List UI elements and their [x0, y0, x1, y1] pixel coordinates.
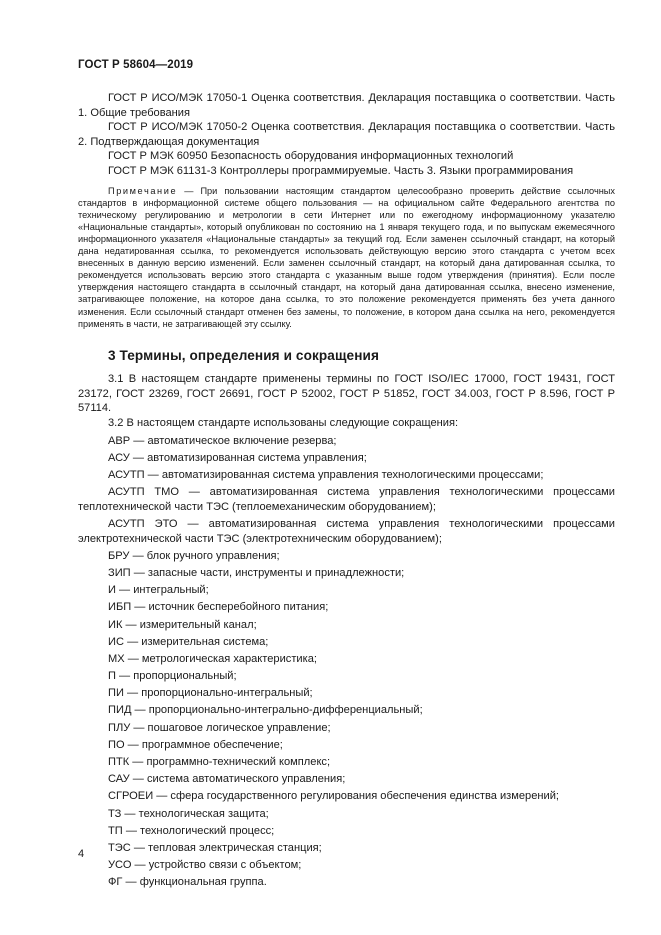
abbreviation-item: ПО — программное обеспечение;	[108, 738, 283, 751]
abbreviation-item: ТЗ — технологическая защита;	[108, 807, 269, 820]
reference-item: ГОСТ Р МЭК 61131-3 Контроллеры программируемые. Часть 3. Языки программирования	[108, 164, 574, 177]
note-label: Примечание	[108, 185, 178, 196]
page-number: 4	[78, 848, 85, 860]
reference-item: ГОСТ Р МЭК 60950 Безопасность оборудования информационных технологий	[108, 150, 514, 163]
abbreviation-item: ПИ — пропорционально-интегральный;	[108, 687, 313, 700]
abbreviation-item: ПТК — программно-технический комплекс;	[108, 756, 331, 769]
reference-item: ГОСТ Р ИСО/МЭК 17050-2 Оценка соответствия. Декларация поставщика о соответствии. Часть 2. Подтверждающая документация	[78, 121, 615, 148]
abbreviation-item: ПИД — пропорционально-интегрально-дифференциальный;	[108, 704, 423, 717]
abbreviation-item: САУ — система автоматического управления;	[108, 773, 346, 786]
abbreviation-item: СГРОЕИ — сфера государственного регулирования обеспечения единства измерений;	[108, 790, 559, 803]
abbreviation-item: АВР — автоматическое включение резерва;	[108, 434, 337, 447]
abbreviations-list	[78, 434, 615, 890]
page-content	[78, 91, 615, 893]
reference-item: ГОСТ Р ИСО/МЭК 17050-1 Оценка соответствия. Декларация поставщика о соответствии. Часть 1. Общие требования	[78, 92, 615, 119]
running-header: ГОСТ Р 58604—2019	[78, 59, 194, 71]
abbreviation-item: БРУ — блок ручного управления;	[108, 549, 280, 562]
abbreviation-item: ФГ — функциональная группа.	[108, 876, 267, 889]
clause-3-2: 3.2 В настоящем стандарте использованы следующие сокращения:	[108, 417, 459, 430]
section-heading: 3 Термины, определения и сокращения	[108, 347, 379, 363]
clause-3-1: 3.1 В настоящем стандарте применены термины по ГОСТ ISO/IEC 17000, ГОСТ 19431, ГОСТ 23172, ГОСТ 23269, ГОСТ 26691, ГОСТ Р 52002, ГОСТ Р 51852, ГОСТ 34.003, ГОСТ Р 8.596, ГОСТ Р 57114.	[78, 373, 615, 415]
abbreviation-item: ТП — технологический процесс;	[108, 824, 275, 837]
abbreviation-item: АСУТП — автоматизированная система управления технологическими процессами;	[108, 469, 544, 482]
abbreviation-item: ПЛУ — пошаговое логическое управление;	[108, 721, 331, 734]
abbreviation-item: АСУТП ТМО — автоматизированная система управления технологическими процессами теплотехнической части ТЭС (теплоемеханическим оборудованием);	[78, 486, 615, 513]
abbreviation-item: ИК — измерительный канал;	[108, 618, 257, 631]
abbreviation-item: УСО — устройство связи с объектом;	[108, 859, 302, 872]
abbreviation-item: ЗИП — запасные части, инструменты и принадлежности;	[108, 566, 405, 579]
terms-paragraphs	[78, 372, 615, 430]
abbreviation-item: МХ — метрологическая характеристика;	[108, 652, 317, 665]
note-text: — При пользовании настоящим стандартом целесообразно проверить действие ссылочных стандартов в информационной системе общего пользования — на официальном сайте Федерального агентства по техническому регулированию и метрологии в сети Интернет или по ежегодному информационному указателю «Национальные стандарты», который опубликован по состоянию на 1 января текущего года, и по выпускам ежемесячного информационного указателя «Национальные стандарты» за текущий год. Если заменен ссылочный стандарт, на который дана недатированная ссылка, то рекомендуется использовать действующую версию этого стандарта с учетом всех внесенных в данную версию изменений. Если заменен ссылочный стандарт, на который дана датированная ссылка, то рекомендуется использовать версию этого стандарта с указанным выше годом утверждения (принятия). Если после утверждения настоящего стандарта в ссылочный стандарт, на который дана датированная ссылка, внесено изменение, затрагивающее положение, на которое дана ссылка, то это положение рекомендуется применять без учета данного изменения. Если ссылочный стандарт отменен без замены, то положение, в котором дана ссылка на него, рекомендуется применять в части, не затрагивающей эту ссылку.	[78, 185, 615, 329]
abbreviation-item: ИС — измерительная система;	[108, 635, 269, 648]
note-paragraph	[78, 185, 615, 330]
normative-references-list	[78, 91, 615, 179]
abbreviation-item: П — пропорциональный;	[108, 670, 237, 683]
abbreviation-item: И — интегральный;	[108, 584, 209, 597]
abbreviation-item: ТЭС — тепловая электрическая станция;	[108, 841, 322, 854]
abbreviation-item: АСУТП ЭТО — автоматизированная система управления технологическими процессами электротехнической части ТЭС (электротехническим оборудованием);	[78, 518, 615, 545]
abbreviation-item: ИБП — источник бесперебойного питания;	[108, 601, 329, 614]
abbreviation-item: АСУ — автоматизированная система управления;	[108, 451, 367, 464]
